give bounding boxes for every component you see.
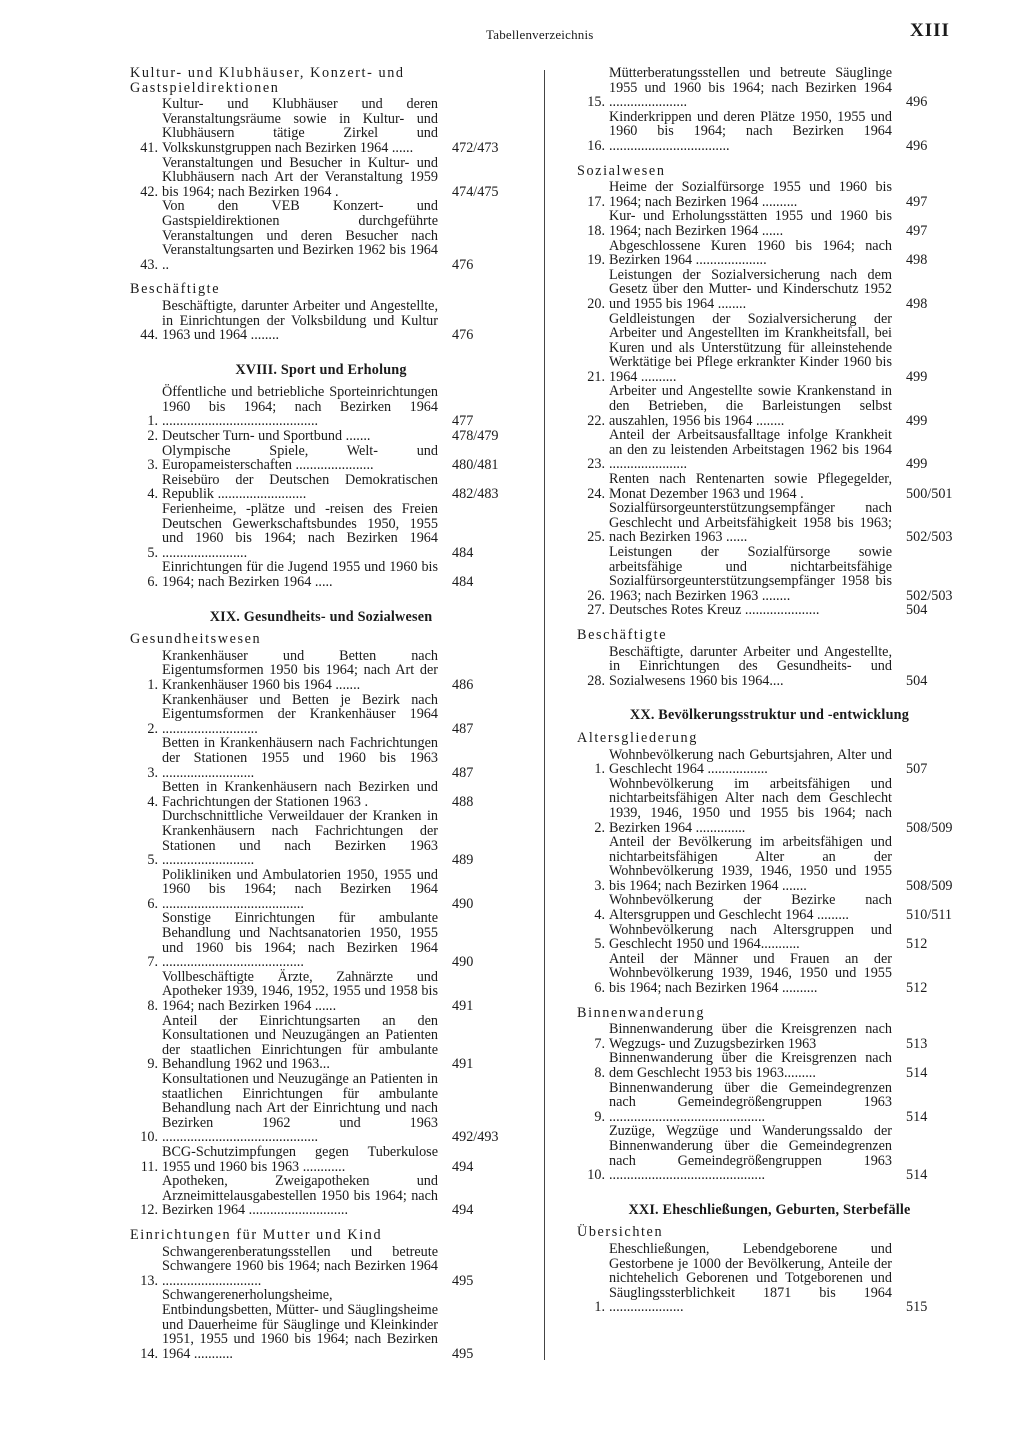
entry-title: Olympische Spiele, Welt- und Europameisterschaften ...................... [162,442,438,474]
entry-page: 474/475 [452,183,499,200]
toc-entry [577,748,962,777]
entry-page: 495 [452,1345,474,1362]
toc-entry [130,1014,512,1072]
entry-title: Arbeiter und Angestellte sowie Krankenstand in den Betrieben, die Barleistungen selbst auszahlen, 1956 bis 1964 ........ [609,383,892,429]
entry-number: 4. [147,793,158,810]
toc-entry [130,649,512,693]
entry-number: 1. [147,413,158,430]
entry-page: 504 [906,602,928,619]
entry-number: 8. [594,1065,605,1081]
entry-number: 10. [140,1129,158,1146]
toc-entry [130,502,512,560]
entry-title: Abgeschlossene Kuren 1960 bis 1964; nach Bezirken 1964 .................... [609,237,892,269]
toc-entry [130,199,512,272]
entry-page: 472/473 [452,139,499,156]
toc-entry [130,1145,512,1174]
entry-number: 43. [140,256,158,273]
entry-title: Veranstaltungen und Besucher in Kultur- und Klubhäusern nach Art der Veranstaltung 1959 bis 1964; nach Bezirken 1964 . [162,154,438,200]
entry-title: Binnenwanderung über die Kreisgrenzen nach Wegzugs- und Zuzugsbezirken 1963 [609,1021,892,1052]
entry-page: 491 [452,998,474,1015]
toc-entry [130,473,512,502]
entry-title: Leistungen der Sozialfürsorge sowie arbeitsfähige und nichtarbeitsfähige Sozialfürsorgeunterstützungsempfänger 1958 bis 1963; nach Bezirken 1963 ........ [609,544,892,604]
entry-page: 502/503 [906,529,953,546]
page-header [0,20,1024,48]
entry-title: Sozialfürsorgeunterstützungsempfänger nach Geschlecht und Arbeitsfähigkeit 1958 bis 1963; nach Bezirken 1963 ...... [609,500,892,546]
toc-entry [130,780,512,809]
entry-page: 508/509 [906,819,953,836]
entry-title: Zuzüge, Wegzüge und Wanderungssaldo der Binnenwanderung über die Gemeindegrenzen nach Gemeindegrößengruppen 1963 ............................................ [609,1123,892,1184]
toc-entry [130,1072,512,1145]
entry-title: Betten in Krankenhäusern nach Fachrichtungen der Stationen 1955 und 1960 bis 1963 .......................... [162,735,438,781]
entry-page: 476 [452,256,474,273]
entry-title: Wohnbevölkerung nach Geburtsjahren, Alter und Geschlecht 1964 ................. [609,746,892,778]
toc-entry [130,1288,512,1361]
toc-entry [577,952,962,996]
entry-number: 14. [140,1345,158,1362]
entry-page: 499 [906,368,928,385]
group-beschaeftigte [577,628,962,688]
entry-number: 2. [147,720,158,737]
column-divider [544,70,545,1360]
entry-title: Mütterberatungsstellen und betreute Säuglinge 1955 und 1960 bis 1964; nach Bezirken 1964 ...................... [609,65,892,111]
entry-page: 513 [906,1035,928,1052]
toc-entry [130,97,512,155]
entry-number: 23. [587,456,605,473]
entry-number: 17. [587,193,605,210]
entry-number: 41. [140,139,158,156]
entry-title: Wohnbevölkerung der Bezirke nach Altersgruppen und Geschlecht 1964 ......... [609,892,892,924]
group-kultur [130,66,512,272]
group-title: Binnenwanderung [577,1004,706,1021]
toc-entry [130,444,512,473]
entry-page: 496 [906,137,928,154]
entry-page: 482/483 [452,486,499,503]
toc-entry [130,156,512,200]
entry-title: Leistungen der Sozialversicherung nach dem Gesetz über den Mutter- und Kinderschutz 1952 und 1955 bis 1964 ........ [609,266,892,312]
group-title: Einrichtungen für Mutter und Kind [130,1226,383,1243]
entry-number: 8. [147,998,158,1015]
entry-page: 502/503 [906,587,953,604]
entry-title: Kultur- und Klubhäuser und deren Veranstaltungsräume sowie in Kultur- und Klubhäusern tätige Zirkel und Volkskunstgruppen nach Bezirken 1964 ...... [162,96,438,156]
toc-entry [577,428,962,472]
entry-number: 13. [140,1272,158,1289]
entry-number: 44. [140,327,158,344]
entry-title: Binnenwanderung über die Kreisgrenzen nach dem Geschlecht 1953 bis 1963......... [609,1050,892,1081]
toc-entry [577,472,962,501]
entry-number: 19. [587,252,605,269]
group-title: Beschäftigte [577,626,668,643]
entry-page: 486 [452,676,474,693]
entry-title: Anteil der Arbeitsausfalltage infolge Krankheit an den zu leistenden Arbeitstagen 1962 bis 1964 ...................... [609,427,892,473]
toc-entry [577,1124,962,1182]
entry-number: 10. [587,1167,605,1184]
group-altersgliederung [577,731,962,996]
entry-number: 5. [147,852,158,869]
toc-entry [577,384,962,428]
toc-entry [577,603,962,618]
group-binnenwanderung [577,1006,962,1183]
entry-title: Renten nach Rentenarten sowie Pflegegelder, Monat Dezember 1963 und 1964 . [609,471,892,502]
toc-entry [130,1174,512,1218]
entry-page: 489 [452,852,474,869]
section-heading-xviii: XVIII. Sport und Erholung [235,361,407,378]
toc-entry [130,385,512,429]
entry-number: 25. [587,529,605,546]
entry-page: 514 [906,1108,928,1125]
section-heading-xx: XX. Bevölkerungsstruktur und -entwicklung [629,707,910,724]
entry-page: 507 [906,761,928,778]
toc-entry [130,868,512,912]
toc-entry [577,312,962,385]
entry-number: 2. [147,428,158,445]
entry-page: 495 [452,1272,474,1289]
entry-page: 487 [452,764,474,781]
entry-title: Eheschließungen, Lebendgeborene und Gestorbene je 1000 der Bevölkerung, Anteile der nichtehelich Geborenen und Totgeborenen und Säuglingssterblichkeit 1871 bis 1964 ..................... [609,1240,892,1316]
group-title: Altersgliederung [577,729,698,746]
toc-entry [577,645,962,689]
entry-number: 22. [587,412,605,429]
running-title: Tabellenverzeichnis [486,27,594,42]
entry-page: 496 [906,94,928,111]
entry-title: Kinderkrippen und deren Plätze 1950, 1955 und 1960 bis 1964; nach Bezirken 1964 .................................. [609,108,892,154]
entry-number: 1. [594,1299,605,1316]
toc-entry [577,268,962,312]
entry-page: 490 [452,954,474,971]
entry-title: Wohnbevölkerung im arbeitsfähigen und nichtarbeitsfähigen Alter nach dem Geschlecht 1939, 1946, 1950 und 1955 bis 1964; nach Bezirken 1964 .............. [609,775,892,836]
entry-number: 42. [140,183,158,200]
group-mutter-kind [130,1228,512,1361]
group-sozialwesen [577,164,962,618]
entry-title: Schwangerenberatungsstellen und betreute Schwangere 1960 bis 1964; nach Bezirken 1964 ............................ [162,1243,438,1289]
toc-entry [577,1022,962,1051]
entry-title: Beschäftigte, darunter Arbeiter und Angestellte, in Einrichtungen der Volksbildung und Kultur 1963 und 1964 ........ [162,297,438,344]
entry-page: 494 [452,1202,474,1219]
entry-title: Deutsches Rotes Kreuz ..................... [609,602,820,619]
group-title: Sozialwesen [577,162,666,179]
entry-number: 3. [147,764,158,781]
entry-title: Deutscher Turn- und Sportbund ....... [162,428,371,445]
entry-title: Schwangerenerholungsheime, Entbindungsbetten, Mütter- und Säuglingsheime und Dauerheime für Säuglinge und Kleinkinder 1951, 1955 und 1960 bis 1964; nach Bezirken 1964 ........... [162,1287,438,1362]
entry-title: Betten in Krankenhäusern nach Bezirken und Fachrichtungen der Stationen 1963 . [162,779,438,810]
toc-entry [577,1051,962,1080]
entry-number: 2. [594,819,605,836]
group-uebersichten [577,1225,962,1315]
entry-title: Beschäftigte, darunter Arbeiter und Angestellte, in Einrichtungen des Gesundheits- und Sozialwesens 1960 bis 1964.... [609,643,892,689]
entry-number: 16. [587,137,605,154]
toc-entry [577,893,962,922]
entry-page: 512 [906,980,928,997]
entry-page: 478/479 [452,428,499,445]
entry-number: 1. [147,676,158,693]
entry-number: 20. [587,295,605,312]
entry-number: 12. [140,1202,158,1219]
entry-page: 514 [906,1167,928,1184]
entry-page: 497 [906,193,928,210]
toc-entry [130,1245,512,1289]
entry-title: Öffentliche und betriebliche Sporteinrichtungen 1960 bis 1964; nach Bezirken 1964 ............................................ [162,384,438,430]
toc-entry [577,1242,962,1315]
entry-page: 490 [452,895,474,912]
entry-title: Geldleistungen der Sozialversicherung der Arbeiter und Angestellten im Krankheitsfall, bei Kuren und als Unterstützung für alleinstehende Werktätige bei Pflege erkrankter Kinder 1960 bis 1964 .......... [609,310,892,385]
group-sport [130,385,512,589]
group-title: Beschäftigte [130,281,221,298]
toc-entry [577,835,962,893]
entry-page: 510/511 [906,907,952,924]
entry-page: 484 [452,544,474,561]
toc-entry [577,923,962,952]
entry-number: 7. [147,954,158,971]
entry-title: Konsultationen und Neuzugänge an Patienten in staatlichen Einrichtungen für ambulante Behandlung nach Art der Einrichtung und nach Bezirken 1962 und 1963 ............................................ [162,1071,438,1146]
entry-number: 6. [594,980,605,997]
entry-number: 9. [594,1108,605,1125]
entry-page: 497 [906,222,928,239]
entry-page: 500/501 [906,485,953,502]
entry-number: 4. [594,907,605,924]
entry-page: 492/493 [452,1129,499,1146]
toc-entry [130,809,512,867]
entry-title: Krankenhäuser und Betten je Bezirk nach Eigentumsformen der Krankenhäuser 1964 ........................... [162,691,438,737]
entry-title: Anteil der Männer und Frauen an der Wohnbevölkerung 1939, 1946, 1950 und 1955 bis 1964; nach Bezirken 1964 .......... [609,950,892,997]
left-column [130,66,512,1371]
section-heading-xxi: XXI. Eheschließungen, Geburten, Sterbefälle [628,1201,911,1218]
page-number: XIII [910,20,950,41]
toc-entry [577,1081,962,1125]
entry-number: 1. [594,761,605,778]
entry-title: Polikliniken und Ambulatorien 1950, 1955 und 1960 bis 1964; nach Bezirken 1964 ........................................ [162,866,438,912]
entry-page: 499 [906,456,928,473]
entry-title: Vollbeschäftigte Ärzte, Zahnärzte und Apotheker 1939, 1946, 1952, 1955 und 1958 bis 1964; nach Bezirken 1964 ...... [162,968,438,1015]
entry-page: 498 [906,252,928,269]
entry-number: 7. [594,1035,605,1052]
entry-number: 4. [147,486,158,503]
toc-entry [577,110,962,154]
toc-entry [130,693,512,737]
toc-entry [577,66,962,110]
toc-entry [577,501,962,545]
entry-title: Einrichtungen für die Jugend 1955 und 1960 bis 1964; nach Bezirken 1964 ..... [162,559,438,590]
entry-page: 488 [452,793,474,810]
group-title: Gesundheitswesen [130,631,262,648]
entry-number: 26. [587,587,605,604]
entry-title: Apotheken, Zweigapotheken und Arzneimittelausgabestellen 1950 bis 1964; nach Bezirken 1964 ............................ [162,1173,438,1219]
section-heading-xix: XIX. Gesundheits- und Sozialwesen [209,608,433,625]
toc-entry [577,777,962,835]
entry-number: 11. [140,1158,158,1175]
entry-page: 515 [906,1299,928,1316]
entry-page: 504 [906,672,928,689]
entry-title: Kur- und Erholungsstätten 1955 und 1960 bis 1964; nach Bezirken 1964 ...... [609,208,892,239]
entry-page: 499 [906,412,928,429]
entry-number: 6. [147,895,158,912]
entry-number: 21. [587,368,605,385]
toc-entry [577,180,962,209]
entry-number: 15. [587,94,605,111]
entry-page: 494 [452,1158,474,1175]
toc-entry [130,429,512,444]
group-gesundheitswesen [130,632,512,1218]
toc-entry [130,970,512,1014]
entry-title: Reisebüro der Deutschen Demokratischen Republik ......................... [162,471,438,503]
entry-number: 6. [147,574,158,590]
entry-page: 498 [906,295,928,312]
entry-number: 28. [587,672,605,689]
entry-title: Binnenwanderung über die Gemeindegrenzen nach Gemeindegrößengruppen 1963 ............................................ [609,1079,892,1125]
entry-title: Anteil der Bevölkerung im arbeitsfähigen und nichtarbeitsfähigen Alter an der Wohnbevölkerung 1939, 1946, 1950 und 1955 bis 1964; nach Bezirken 1964 ....... [609,834,892,894]
entry-title: Ferienheime, -plätze und -reisen des Freien Deutschen Gewerkschaftsbundes 1950, 1955 und 1960 bis 1964; nach Bezirken 1964 ........................ [162,501,438,561]
entry-number: 3. [147,457,158,474]
entry-page: 484 [452,574,474,590]
entry-page: 514 [906,1065,928,1081]
entry-number: 18. [587,222,605,239]
entry-title: Wohnbevölkerung nach Altersgruppen und Geschlecht 1950 und 1964........... [609,921,892,953]
entry-number: 24. [587,485,605,502]
entry-number: 9. [147,1056,158,1073]
right-column [577,66,962,1325]
entry-page: 477 [452,413,474,430]
toc-entry [130,299,512,343]
entry-number: 27. [587,602,605,619]
entry-number: 5. [147,544,158,561]
entry-number: 5. [594,936,605,953]
group-continued [577,66,962,154]
entry-title: Anteil der Einrichtungsarten an den Konsultationen und Neuzugängen an Patienten der staatlichen Einrichtungen für ambulante Behandlung 1962 und 1963... [162,1012,438,1073]
entry-page: 491 [452,1056,474,1073]
toc-entry [130,560,512,589]
group-title: Übersichten [577,1224,664,1241]
entry-title: Heime der Sozialfürsorge 1955 und 1960 bis 1964; nach Bezirken 1964 .......... [609,179,892,210]
group-title: Kultur- und Klubhäuser, Konzert- und Gastspieldirektionen [130,65,405,96]
entry-page: 487 [452,720,474,737]
entry-title: Durchschnittliche Verweildauer der Kranken in Krankenhäusern nach Fachrichtungen der Stationen und nach Bezirken 1963 .......................... [162,808,438,869]
entry-title: Krankenhäuser und Betten nach Eigentumsformen 1950 bis 1964; nach Art der Krankenhäuser 1960 bis 1964 ....... [162,647,438,693]
entry-title: Von den VEB Konzert- und Gastspieldirektionen durchgeführte Veranstaltungen und deren Besucher nach Veranstaltungsarten und Bezirken 1962 bis 1964 .. [162,198,438,273]
toc-entry [130,911,512,969]
entry-page: 512 [906,936,928,953]
group-beschaeftigte [130,282,512,342]
entry-number: 3. [594,877,605,894]
entry-page: 480/481 [452,457,499,474]
entry-title: BCG-Schutzimpfungen gegen Tuberkulose 1955 und 1960 bis 1963 ............ [162,1143,438,1175]
toc-entry [130,736,512,780]
entry-page: 476 [452,327,474,344]
entry-title: Sonstige Einrichtungen für ambulante Behandlung und Nachtsanatorien 1950, 1955 und 1960 bis 1964; nach Bezirken 1964 ........................................ [162,910,438,971]
toc-entry [577,209,962,238]
toc-entry [577,545,962,603]
entry-page: 508/509 [906,877,953,894]
toc-entry [577,239,962,268]
